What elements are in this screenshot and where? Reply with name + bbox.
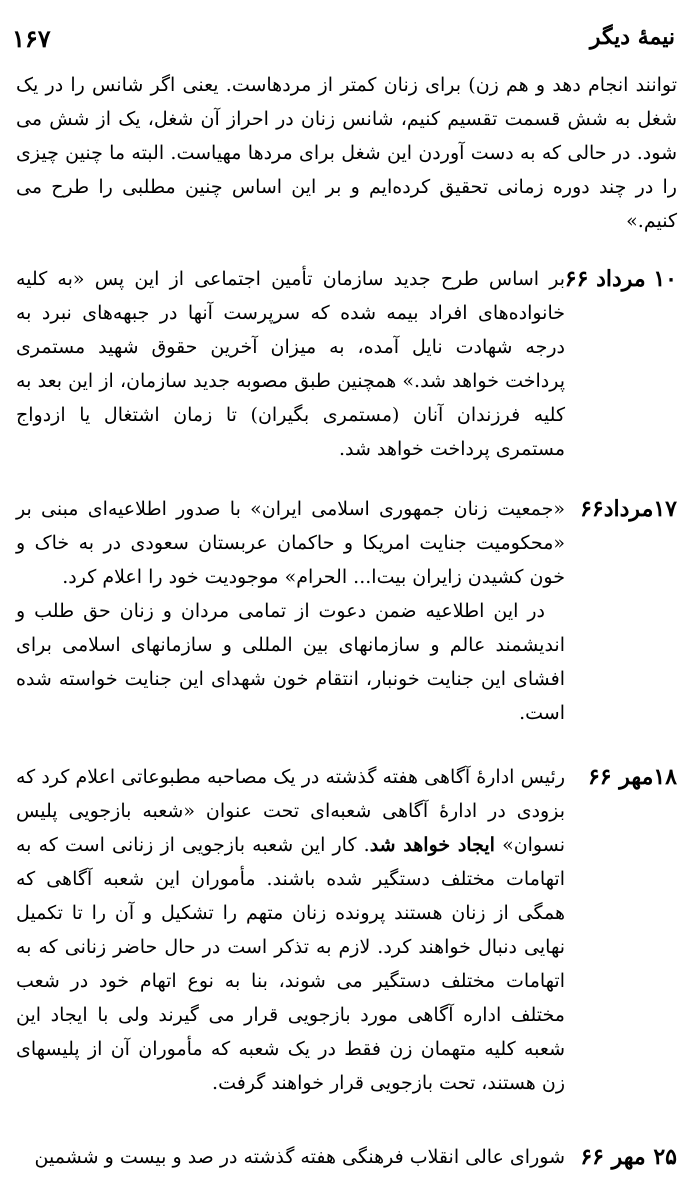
running-title: نیمهٔ دیگر bbox=[589, 24, 675, 50]
page-number: ۱۶۷ bbox=[12, 24, 51, 53]
entry-paragraph: شورای عالی انقلاب فرهنگی هفته گذشته در صد و بیست و ششمین bbox=[34, 1146, 565, 1168]
entry-text bbox=[16, 1140, 565, 1174]
entry-text bbox=[16, 760, 565, 1100]
continuation-block bbox=[16, 68, 677, 238]
entry-paragraph: «جمعیت زنان جمهوری اسلامی ایران» با صدور اطلاعیه‌ای مبنی بر «محکومیت جنایت امریکا و حاکمان عربستان سعودی در به خاک و خون کشیدن زایران بیت‌ا... الحرام» موجودیت خود را اعلام کرد. bbox=[16, 498, 565, 588]
continuation-text: توانند انجام دهد و هم زن) برای زنان کمتر از مردهاست. یعنی اگر شانس را در یک شغل به شش قسمت تقسیم کنیم، شانس زنان در احراز آن شغل، یک از شش می شود. در حالی که به دست آوردن این شغل برای مردها مهیاست. البته ما چنین چیزی را در چند دوره زمانی تحقیق کرده‌ایم و بر این اساس چنین مطلبی را طرح می کنیم.» bbox=[16, 74, 677, 232]
chronology-entry bbox=[16, 760, 677, 1100]
entry-paragraph bbox=[16, 760, 565, 1100]
entry-date: ۱۷مرداد۶۶ bbox=[580, 496, 677, 522]
entry-text-segment: رئیس ادارهٔ آگاهی هفته گذشته در یک مصاحبه مطبوعاتی اعلام کرد که بزودی در ادارهٔ آگاهی شعبه‌ای تحت عنوان «شعبه بازجویی پلیس نسوان» bbox=[16, 766, 565, 856]
bold-phrase: ایجاد خواهد شد bbox=[369, 834, 495, 856]
chronology-entry bbox=[16, 1140, 677, 1174]
chronology-entry bbox=[16, 262, 677, 466]
chronology-entry bbox=[16, 492, 677, 730]
entry-paragraph: بر اساس طرح جدید سازمان تأمین اجتماعی از این پس «به کلیه خانواده‌های افراد بیمه شده که سرپرست آنها در جبهه‌های نبرد به درجه شهادت نایل آمده، به میزان آخرین حقوق شهید مستمری پرداخت خواهد شد.» همچنین طبق مصوبه جدید سازمان، از این بعد به کلیه فرزندان آنان (مستمری بگیران) تا زمان اشتغال یا ازدواج مستمری پرداخت خواهد شد. bbox=[16, 268, 565, 460]
entry-paragraph: در این اطلاعیه ضمن دعوت از تمامی مردان و زنان حق طلب و اندیشمند عالم و سازمانهای بین المللی و سازمانهای اسلامی برای افشای این جنایت خونبار، انتقام خون شهدای این جنایت خواسته شده است. bbox=[16, 600, 565, 724]
entry-date: ۱۸مهر ۶۶ bbox=[587, 764, 677, 790]
entry-date: ۱۰ مرداد ۶۶ bbox=[564, 266, 677, 292]
entry-text bbox=[16, 262, 565, 466]
entry-date: ۲۵ مهر ۶۶ bbox=[580, 1144, 677, 1170]
entry-text bbox=[16, 492, 565, 730]
entry-text-segment: . کار این شعبه بازجویی از زنانی است که به اتهامات مختلف دستگیر شده باشند. مأموران این شعبه آگاهی که همگی از زنان هستند پرونده زنان متهم را تشکیل و آن را تا تکمیل نهایی دنبال خواهند کرد. لازم به تذکر است در حال حاضر زنانی که به اتهامات مختلف دستگیر می شوند، بنا به نوع اتهام خود در شعب مختلف اداره آگاهی مورد بازجویی قرار می گیرند ولی با ایجاد این شعبه کلیه متهمان زن فقط در یک شعبه که مأموران آن از پلیسهای زن هستند، تحت بازجویی قرار خواهند گرفت. bbox=[16, 834, 565, 1094]
